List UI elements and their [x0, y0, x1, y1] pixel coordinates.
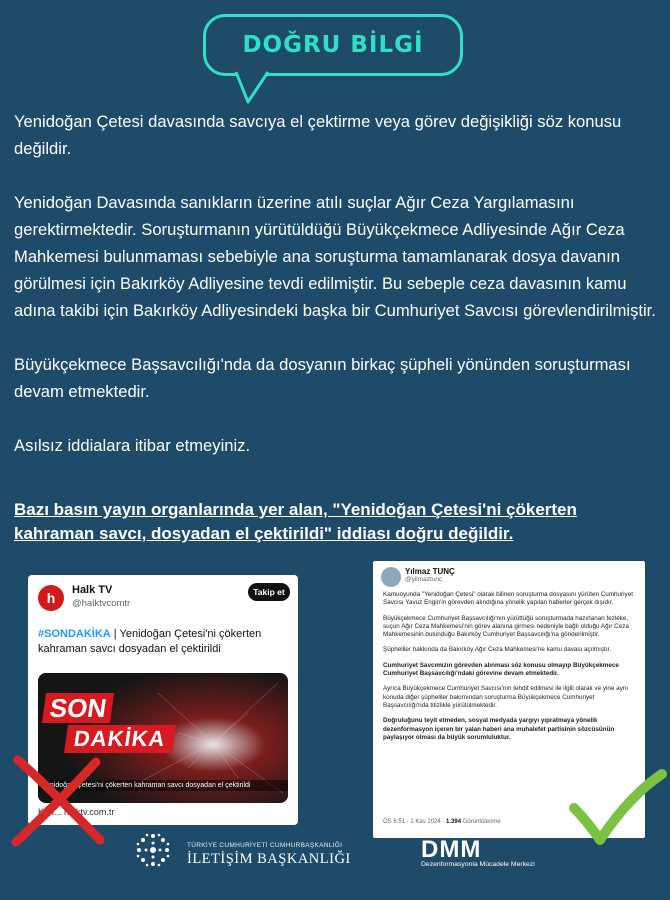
post-paragraph: Büyükçekmece Cumhuriyet Başsavcılığı'nın yürüttüğü soruşturmada hazırlanan fezleke, suçun Ağır Ceza Mahkemesi'nin görev alanına girmesi nedeniyle bağlı olduğu Ağır Ceza Mahkemesinin bulunduğu Bakırköy Cumhuriyet Başsavcılığı'na gönderilmiştir. [383, 614, 629, 639]
post-text [383, 591, 635, 749]
post-paragraph: Kamuoyunda "Yenidoğan Çetesi" olarak bilinen soruşturma dosyasını yürüten Cumhuriyet Savcısı Yavuz Engin'in görevden alındığına yönelik yapılan haberler gerçek dışıdır. [383, 591, 633, 607]
paragraph-1: Yenidoğan Çetesi davasında savcıya el çektirme veya görev değişikliği söz konusu değildir. [14, 112, 622, 158]
post-author-handle: @yilmaztunc [405, 576, 443, 583]
dmm-logo: DMM [421, 836, 482, 863]
post-author-name: Halk TV [72, 584, 113, 596]
post-timestamp: ÖS 6:51 · 1 Kas 2024 · [383, 819, 447, 825]
paragraph-3: Büyükçekmece Başsavcılığı'nda da dosyanın birkaç şüpheli yönünden soruşturması devam etmektedir. [14, 355, 631, 401]
institution-subtitle: TÜRKİYE CUMHURİYETİ CUMHURBAŞKANLIĞI [187, 842, 343, 849]
post-paragraph: Cumhuriyet Savcımızın görevden alınması söz konusu olmayıp Büyükçekmece Cumhuriyet Başsavcılığı'ndaki görevine devam etmektedir. [383, 661, 619, 678]
verdict-label: DOĞRU BİLGİ [242, 32, 424, 58]
presidency-emblem-icon [135, 832, 171, 868]
paragraph-4: Asılsız iddialara itibar etmeyiniz. [14, 436, 251, 455]
dmm-subtitle: Dezenformasyonla Mücadele Merkezi [421, 861, 535, 868]
follow-button[interactable]: Takip et [248, 583, 290, 601]
view-count-label: Görüntülenme [461, 819, 501, 825]
post-author-handle: @halktvcomtr [72, 598, 131, 609]
link-source[interactable]: Kon... halktv.com.tr [38, 807, 115, 817]
post-author-name: Yılmaz TUNÇ [405, 567, 455, 576]
false-claim-text: Bazı basın yayın organlarında yer alan, "Yenidoğan Çetesi'ni çökerten kahraman savcı, dosyadan el çektirildi" iddiası doğru değildir. [14, 500, 577, 543]
check-mark-icon [566, 768, 668, 848]
view-count: 1.394 [446, 819, 462, 825]
post-text [38, 627, 288, 657]
breaking-news-dakika: DAKİKA [64, 725, 175, 753]
avatar [381, 567, 401, 587]
breaking-news-son: SON [42, 693, 115, 723]
statement-body [14, 108, 659, 486]
hashtag-link[interactable]: #SONDAKİKA [38, 628, 111, 640]
post-meta [383, 819, 501, 825]
post-paragraph: Ayrıca Büyükçekmece Cumhuriyet Savcısı'nın tehdit edilmesi ile ilgili olarak ve yine aynı konuda diğer şüpheliler bakımından soruşturma Büyükçekmece Cumhuriyet Başsavcılığı'nda titizlikle yürütülmektedir. [383, 685, 629, 709]
badge-tail-icon [234, 72, 274, 106]
paragraph-2: Yenidoğan Davasında sanıkların üzerine atılı suçlar Ağır Ceza Yargılamasını gerektirmektedir. Soruşturmanın yürütüldüğü Büyükçekmece Adliyesinde Ağır Ceza Mahkemesi bulunmaması sebebiyle ana soruşturma tamamlanarak dosya davanın görülmesi için Bakırköy Adliyesine tevdi edilmiştir. Bu sebeple ceza davasının kamu adına takibi için Bakırköy Adliyesindeki başka bir Cumhuriyet Savcısı görevlendirilmiştir. [14, 193, 656, 320]
post-text-body: | Yenidoğan Çetesi'ni çökerten kahraman savcı dosyadan el çektirildi [38, 628, 262, 655]
avatar: h [38, 585, 64, 611]
media-caption: Yenidoğan Çetesi'ni çökerten kahraman savcı dosyadan el çektirildi [38, 780, 288, 791]
cross-mark-icon [8, 752, 108, 847]
institution-name: İLETİŞİM BAŞKANLIĞI [187, 851, 351, 867]
post-paragraph: Şüpheliler hakkında da Bakırköy Ağır Ceza Mahkemesi'ne kamu davası açılmıştır. [383, 646, 611, 654]
verdict-badge [203, 14, 463, 76]
post-paragraph: Doğruluğunu teyit etmeden, sosyal medyada yargıyı yıpratmaya yönelik dezenformasyon içeren bir yalan haberi ana muhalefet partisinin sözcüsünün paylaşıyor olması da büyük sorumluluktur. [383, 717, 615, 741]
